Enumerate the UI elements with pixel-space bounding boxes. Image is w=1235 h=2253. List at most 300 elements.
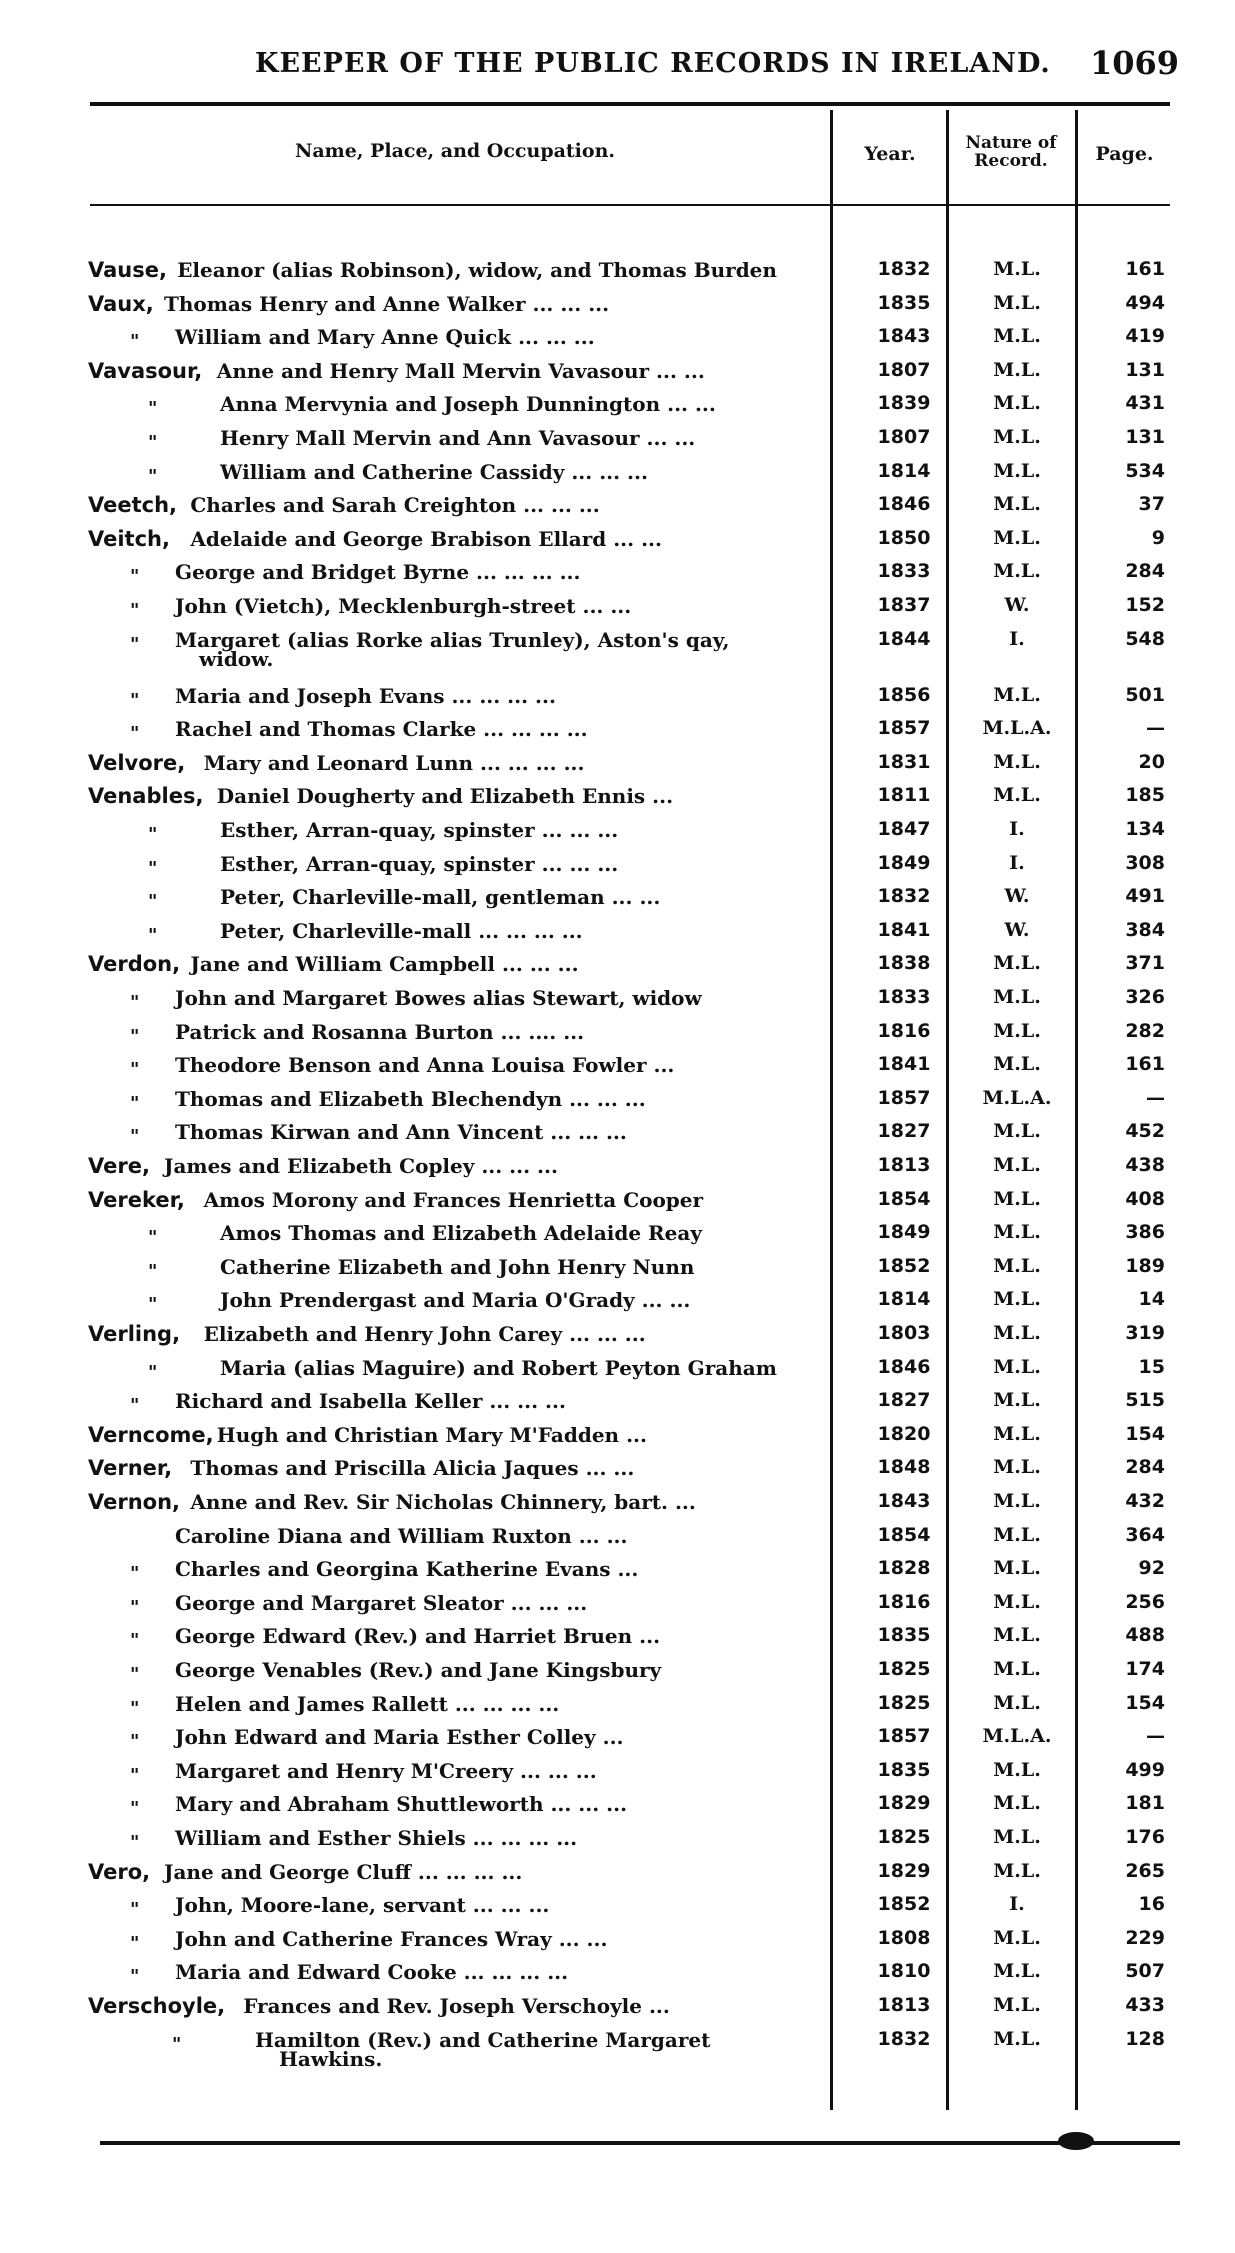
year-cell: 1854 xyxy=(877,1187,931,1210)
table-row xyxy=(0,1759,1235,1792)
nature-cell: M.L. xyxy=(993,291,1041,314)
column-header-rule xyxy=(90,204,1170,206)
ditto-mark: " xyxy=(148,432,158,453)
page-cell: 371 xyxy=(1125,952,1165,975)
entry-name: Hamilton (Rev.) and Catherine Margaret xyxy=(255,2027,711,2052)
nature-cell: M.L. xyxy=(993,1254,1041,1277)
entry-name: Amos Thomas and Elizabeth Adelaide Reay xyxy=(220,1221,702,1246)
nature-cell: W. xyxy=(1004,885,1030,908)
year-cell: 1848 xyxy=(877,1456,931,1479)
page-cell: 161 xyxy=(1125,258,1165,280)
ditto-mark: " xyxy=(130,1899,140,1921)
year-cell: 1857 xyxy=(877,717,931,740)
rule-ornament xyxy=(1058,2132,1094,2150)
table-row xyxy=(0,560,1235,593)
table-row xyxy=(0,751,1235,784)
nature-cell: I. xyxy=(1009,1893,1025,1916)
page-cell: 229 xyxy=(1125,1926,1165,1949)
surname: Verner, xyxy=(88,1456,173,1481)
nature-cell: M.L. xyxy=(993,426,1041,448)
header-rule xyxy=(90,102,1170,106)
page-cell: 134 xyxy=(1125,818,1165,840)
surname: Veetch, xyxy=(88,493,178,518)
nature-cell: M.L. xyxy=(993,1154,1041,1176)
year-cell: 1829 xyxy=(877,1792,931,1815)
year-cell: 1833 xyxy=(877,986,931,1008)
nature-cell: M.L. xyxy=(993,952,1041,975)
entry-name: Mary and Leonard Lunn ... ... ... ... xyxy=(203,750,585,775)
nature-cell: M.L. xyxy=(993,1456,1041,1479)
year-cell: 1856 xyxy=(877,683,931,706)
ditto-mark: " xyxy=(130,1025,140,1047)
table-row xyxy=(0,784,1235,817)
nature-cell: I. xyxy=(1009,851,1025,874)
entry-name: Thomas Henry and Anne Walker ... ... ... xyxy=(164,291,610,316)
table-row xyxy=(0,392,1235,425)
ditto-mark: " xyxy=(148,857,158,879)
nature-cell: M.L. xyxy=(993,459,1041,482)
table-row xyxy=(0,1893,1235,1926)
table-row xyxy=(0,426,1235,459)
year-cell: 1849 xyxy=(877,1221,931,1244)
year-cell: 1831 xyxy=(877,750,931,773)
nature-cell: M.L. xyxy=(993,1523,1041,1546)
page-cell: 499 xyxy=(1125,1758,1165,1781)
nature-cell: M.L. xyxy=(993,1691,1041,1714)
ditto-mark: " xyxy=(148,398,158,420)
nature-cell: I. xyxy=(1009,627,1025,650)
nature-cell: M.L. xyxy=(993,1221,1041,1244)
table-row xyxy=(0,1087,1235,1120)
column-header-page: Page. xyxy=(1095,143,1154,165)
table-row xyxy=(0,594,1235,627)
table-row xyxy=(0,1288,1235,1321)
year-cell: 1825 xyxy=(877,1691,931,1714)
year-cell: 1814 xyxy=(877,459,931,482)
ditto-mark: " xyxy=(130,600,140,621)
entry-name: Frances and Rev. Joseph Verschoyle ... xyxy=(243,1994,670,2018)
table-row xyxy=(0,684,1235,717)
year-cell: 1810 xyxy=(877,1960,931,1983)
surname: Verncome, xyxy=(88,1422,214,1447)
table-row xyxy=(0,1490,1235,1523)
page-cell: 431 xyxy=(1125,392,1165,415)
surname: Venables, xyxy=(88,784,204,809)
page-cell: 432 xyxy=(1125,1490,1165,1512)
ditto-mark: " xyxy=(130,1798,140,1820)
page-cell: 386 xyxy=(1125,1221,1165,1244)
column-header-nature-line1: Nature of xyxy=(965,133,1057,153)
year-cell: 1852 xyxy=(877,1893,931,1916)
surname: Vero, xyxy=(88,1859,151,1884)
nature-cell: M.L. xyxy=(993,2027,1041,2050)
ditto-mark: " xyxy=(148,891,158,913)
surname: Veitch, xyxy=(88,526,170,551)
entry-name: John (Vietch), Mecklenburgh-street ... ... xyxy=(175,594,632,618)
year-cell: 1846 xyxy=(877,1355,931,1378)
ditto-mark: " xyxy=(130,1664,140,1685)
ditto-mark: " xyxy=(148,1260,158,1282)
ditto-mark: " xyxy=(130,1697,140,1719)
table-row xyxy=(0,1456,1235,1489)
footer-rule xyxy=(100,2141,1180,2145)
page-cell: 189 xyxy=(1125,1254,1165,1277)
nature-cell: M.L. xyxy=(993,986,1041,1008)
nature-cell: M.L. xyxy=(993,493,1041,516)
page-cell: 548 xyxy=(1125,627,1165,650)
column-header-name: Name, Place, and Occupation. xyxy=(294,140,616,162)
ditto-mark: " xyxy=(130,1563,140,1585)
table-row xyxy=(0,1255,1235,1288)
table-row xyxy=(0,1792,1235,1825)
table-row xyxy=(0,460,1235,493)
nature-cell: M.L. xyxy=(993,1926,1041,1949)
table-row xyxy=(0,1154,1235,1187)
entry-name: Anne and Rev. Sir Nicholas Chinnery, bart. ... xyxy=(190,1490,696,1514)
table-row xyxy=(0,717,1235,750)
entry-name-continuation: Hawkins. xyxy=(279,2046,383,2071)
year-cell: 1849 xyxy=(877,851,931,874)
year-cell: 1846 xyxy=(877,493,931,516)
nature-cell: M.L. xyxy=(993,1557,1041,1580)
surname: Vernon, xyxy=(88,1490,181,1514)
table-row xyxy=(0,1423,1235,1456)
column-header-year: Year. xyxy=(864,143,916,165)
table-row xyxy=(0,1658,1235,1691)
page-cell: 284 xyxy=(1125,560,1165,583)
nature-cell: M.L. xyxy=(993,1859,1041,1882)
entry-name: Thomas and Priscilla Alicia Jaques ... ... xyxy=(190,1456,635,1481)
page-cell: 154 xyxy=(1125,1422,1165,1445)
page-cell: 154 xyxy=(1125,1691,1165,1714)
nature-cell: M.L. xyxy=(993,1322,1041,1344)
year-cell: 1814 xyxy=(877,1288,931,1311)
entry-name: Theodore Benson and Anna Louisa Fowler ... xyxy=(175,1053,675,1078)
year-cell: 1841 xyxy=(877,1053,931,1076)
page-cell: — xyxy=(1146,1086,1165,1109)
table-row xyxy=(0,627,1235,671)
page-cell: 15 xyxy=(1138,1355,1165,1378)
page-cell: 308 xyxy=(1125,851,1165,874)
nature-cell: M.L. xyxy=(993,1389,1041,1412)
entry-name: John, Moore-lane, servant ... ... ... xyxy=(175,1893,550,1918)
entry-name: John and Catherine Frances Wray ... ... xyxy=(175,1926,608,1951)
entry-name: Jane and William Campbell ... ... ... xyxy=(190,952,579,977)
surname: Vereker, xyxy=(88,1187,185,1212)
year-cell: 1813 xyxy=(877,1994,931,2016)
table-row xyxy=(0,885,1235,918)
nature-cell: M.L. xyxy=(993,784,1041,807)
ditto-mark: " xyxy=(172,2033,182,2055)
entry-name: Daniel Dougherty and Elizabeth Ennis ... xyxy=(216,784,674,809)
surname: Vaux, xyxy=(88,291,154,316)
entry-name: George Edward (Rev.) and Harriet Bruen ... xyxy=(175,1624,661,1649)
table-row xyxy=(0,1591,1235,1624)
table-row xyxy=(0,1557,1235,1590)
entry-name: Charles and Georgina Katherine Evans ... xyxy=(175,1557,639,1582)
table-row xyxy=(0,1221,1235,1254)
page-cell: 16 xyxy=(1138,1893,1165,1916)
entry-name: Charles and Sarah Creighton ... ... ... xyxy=(190,493,600,518)
ditto-mark: " xyxy=(130,1596,140,1618)
year-cell: 1850 xyxy=(877,526,931,549)
entry-name: Jane and George Cluff ... ... ... ... xyxy=(164,1859,523,1884)
column-header-nature-line2: Record. xyxy=(974,151,1048,171)
table-row xyxy=(0,1053,1235,1086)
page-cell: 384 xyxy=(1125,918,1165,941)
ditto-mark: " xyxy=(130,689,140,711)
nature-cell: M.L. xyxy=(993,560,1041,583)
page-cell: 174 xyxy=(1125,1658,1165,1680)
year-cell: 1816 xyxy=(877,1019,931,1042)
entry-name: Adelaide and George Brabison Ellard ... ... xyxy=(190,526,662,551)
entry-name: Maria and Joseph Evans ... ... ... ... xyxy=(175,683,556,708)
table-row xyxy=(0,1994,1235,2027)
page-cell: 319 xyxy=(1125,1322,1165,1344)
entry-name: Catherine Elizabeth and John Henry Nunn xyxy=(220,1254,695,1279)
entry-name: James and Elizabeth Copley ... ... ... xyxy=(164,1154,558,1178)
ditto-mark: " xyxy=(148,824,158,845)
entry-name: Margaret and Henry M'Creery ... ... ... xyxy=(175,1758,597,1783)
page-cell: 507 xyxy=(1125,1960,1165,1983)
surname: Vause, xyxy=(88,258,167,282)
table-row xyxy=(0,1960,1235,1993)
year-cell: 1813 xyxy=(877,1154,931,1176)
page-cell: 515 xyxy=(1125,1389,1165,1412)
ditto-mark: " xyxy=(130,1731,140,1753)
nature-cell: M.L. xyxy=(993,1960,1041,1983)
page-cell: 491 xyxy=(1125,885,1165,908)
year-cell: 1837 xyxy=(877,594,931,616)
table-row xyxy=(0,919,1235,952)
year-cell: 1829 xyxy=(877,1859,931,1882)
nature-cell: M.L. xyxy=(993,1490,1041,1512)
surname: Velvore, xyxy=(88,750,186,775)
year-cell: 1807 xyxy=(877,426,931,448)
nature-cell: M.L. xyxy=(993,1288,1041,1311)
entry-name: George Venables (Rev.) and Jane Kingsbury xyxy=(175,1658,662,1682)
entry-name: Rachel and Thomas Clarke ... ... ... ... xyxy=(175,717,588,742)
nature-cell: M.L.A. xyxy=(982,1086,1052,1109)
page-cell: 408 xyxy=(1125,1187,1165,1210)
table-row xyxy=(0,818,1235,851)
entry-name: Maria (alias Maguire) and Robert Peyton Graham xyxy=(220,1355,777,1380)
page-cell: 284 xyxy=(1125,1456,1165,1479)
table-row xyxy=(0,1860,1235,1893)
entry-name: William and Esther Shiels ... ... ... ... xyxy=(175,1826,578,1850)
table-row xyxy=(0,2027,1235,2071)
table-row xyxy=(0,986,1235,1019)
page-title: KEEPER OF THE PUBLIC RECORDS IN IRELAND. xyxy=(255,48,1051,79)
ditto-mark: " xyxy=(130,992,140,1013)
entry-name: George and Margaret Sleator ... ... ... xyxy=(175,1590,588,1615)
page-cell: 364 xyxy=(1125,1523,1165,1546)
entry-name: Anne and Henry Mall Mervin Vavasour ... ... xyxy=(216,358,705,383)
page-cell: — xyxy=(1146,717,1165,740)
page-cell: 161 xyxy=(1125,1053,1165,1076)
entry-name: Amos Morony and Frances Henrietta Cooper xyxy=(203,1187,704,1212)
year-cell: 1827 xyxy=(877,1389,931,1412)
table-row xyxy=(0,1322,1235,1355)
table-row xyxy=(0,493,1235,526)
page-cell: 438 xyxy=(1125,1154,1165,1176)
nature-cell: M.L.A. xyxy=(982,1725,1052,1748)
entry-name: Maria and Edward Cooke ... ... ... ... xyxy=(175,1960,569,1985)
ditto-mark: " xyxy=(130,1764,140,1786)
ditto-mark: " xyxy=(130,723,140,745)
year-cell: 1808 xyxy=(877,1926,931,1949)
page-cell: 452 xyxy=(1125,1120,1165,1143)
nature-cell: M.L. xyxy=(993,1120,1041,1143)
entry-name: Henry Mall Mervin and Ann Vavasour ... ... xyxy=(220,426,696,450)
page-cell: 494 xyxy=(1125,291,1165,314)
table-row xyxy=(0,1692,1235,1725)
nature-cell: M.L. xyxy=(993,258,1041,280)
table-row xyxy=(0,1356,1235,1389)
page-cell: 128 xyxy=(1125,2027,1165,2050)
table-row xyxy=(0,952,1235,985)
nature-cell: M.L. xyxy=(993,750,1041,773)
year-cell: 1844 xyxy=(877,627,931,650)
entry-name: Hugh and Christian Mary M'Fadden ... xyxy=(216,1422,647,1447)
year-cell: 1807 xyxy=(877,358,931,381)
entry-name: Eleanor (alias Robinson), widow, and Thomas Burden xyxy=(177,258,777,282)
entry-name: William and Mary Anne Quick ... ... ... xyxy=(175,325,595,350)
page-cell: 131 xyxy=(1125,358,1165,381)
entry-name: Elizabeth and Henry John Carey ... ... ... xyxy=(203,1322,646,1346)
table-row xyxy=(0,1188,1235,1221)
ditto-mark: " xyxy=(148,465,158,487)
entry-name: Peter, Charleville-mall, gentleman ... ... xyxy=(220,885,661,910)
entry-name: John and Margaret Bowes alias Stewart, widow xyxy=(175,986,702,1010)
ditto-mark: " xyxy=(130,331,140,353)
nature-cell: M.L. xyxy=(993,1019,1041,1042)
page-cell: 501 xyxy=(1125,683,1165,706)
entry-name: Patrick and Rosanna Burton ... .... ... xyxy=(175,1019,585,1044)
page-cell: 185 xyxy=(1125,784,1165,807)
year-cell: 1835 xyxy=(877,291,931,314)
surname: Verschoyle, xyxy=(88,1994,226,2018)
table-row xyxy=(0,359,1235,392)
table-row xyxy=(0,527,1235,560)
page-cell: 92 xyxy=(1138,1557,1165,1580)
page-cell: 176 xyxy=(1125,1826,1165,1848)
page-cell: 326 xyxy=(1125,986,1165,1008)
nature-cell: M.L. xyxy=(993,1826,1041,1848)
entry-name: Richard and Isabella Keller ... ... ... xyxy=(175,1389,566,1414)
year-cell: 1828 xyxy=(877,1557,931,1580)
entry-name: Thomas Kirwan and Ann Vincent ... ... ... xyxy=(175,1120,627,1145)
year-cell: 1825 xyxy=(877,1658,931,1680)
nature-cell: M.L. xyxy=(993,358,1041,381)
nature-cell: M.L. xyxy=(993,1792,1041,1815)
nature-cell: M.L. xyxy=(993,1355,1041,1378)
ditto-mark: " xyxy=(130,1126,140,1148)
ditto-mark: " xyxy=(130,1059,140,1081)
year-cell: 1825 xyxy=(877,1826,931,1848)
ditto-mark: " xyxy=(148,924,158,946)
table-row xyxy=(0,852,1235,885)
year-cell: 1857 xyxy=(877,1086,931,1109)
surname: Verling, xyxy=(88,1322,181,1346)
nature-cell: W. xyxy=(1004,918,1030,941)
ditto-mark: " xyxy=(130,1092,140,1114)
ditto-mark: " xyxy=(130,1832,140,1853)
year-cell: 1852 xyxy=(877,1254,931,1277)
year-cell: 1827 xyxy=(877,1120,931,1143)
entry-name: Margaret (alias Rorke alias Trunley), Aston's qay, xyxy=(175,627,730,652)
table-row xyxy=(0,1120,1235,1153)
page-cell: 152 xyxy=(1125,594,1165,616)
year-cell: 1832 xyxy=(877,258,931,280)
table-row xyxy=(0,258,1235,291)
nature-cell: M.L. xyxy=(993,1658,1041,1680)
entry-name: William and Catherine Cassidy ... ... ... xyxy=(220,459,648,484)
page-cell: 488 xyxy=(1125,1624,1165,1647)
surname: Verdon, xyxy=(88,952,181,977)
ditto-mark: " xyxy=(148,1294,158,1316)
page-cell: 265 xyxy=(1125,1859,1165,1882)
table-row xyxy=(0,1389,1235,1422)
table-row xyxy=(0,1524,1235,1557)
nature-cell: M.L. xyxy=(993,1422,1041,1445)
year-cell: 1816 xyxy=(877,1590,931,1613)
nature-cell: M.L. xyxy=(993,1758,1041,1781)
ditto-mark: " xyxy=(130,566,140,588)
column-header-nature xyxy=(952,134,1070,170)
nature-cell: M.L. xyxy=(993,1994,1041,2016)
year-cell: 1839 xyxy=(877,392,931,415)
page-number: 1069 xyxy=(1090,44,1180,82)
ditto-mark: " xyxy=(148,1227,158,1249)
entry-name: Helen and James Rallett ... ... ... ... xyxy=(175,1691,560,1716)
table-row xyxy=(0,1725,1235,1758)
ditto-mark: " xyxy=(130,1395,140,1417)
nature-cell: M.L. xyxy=(993,325,1041,348)
surname: Vavasour, xyxy=(88,358,203,383)
nature-cell: M.L. xyxy=(993,1187,1041,1210)
year-cell: 1811 xyxy=(877,784,931,807)
year-cell: 1835 xyxy=(877,1758,931,1781)
page-cell: 37 xyxy=(1138,493,1165,516)
entry-name: Mary and Abraham Shuttleworth ... ... ... xyxy=(175,1792,628,1817)
page-cell: 14 xyxy=(1138,1288,1165,1311)
page-cell: 256 xyxy=(1125,1590,1165,1613)
page-cell: 534 xyxy=(1125,459,1165,482)
ditto-mark: " xyxy=(130,633,140,655)
table-row xyxy=(0,1020,1235,1053)
ditto-mark: " xyxy=(130,1966,140,1988)
page-cell: 20 xyxy=(1138,750,1165,773)
nature-cell: M.L. xyxy=(993,1590,1041,1613)
year-cell: 1833 xyxy=(877,560,931,583)
entry-name-continuation: widow. xyxy=(199,646,274,671)
page-cell: 131 xyxy=(1125,426,1165,448)
year-cell: 1838 xyxy=(877,952,931,975)
ditto-mark: " xyxy=(148,1361,158,1383)
year-cell: 1835 xyxy=(877,1624,931,1647)
nature-cell: M.L. xyxy=(993,1053,1041,1076)
page-cell: 282 xyxy=(1125,1019,1165,1042)
year-cell: 1843 xyxy=(877,1490,931,1512)
year-cell: 1847 xyxy=(877,818,931,840)
nature-cell: I. xyxy=(1009,818,1025,840)
entry-name: Esther, Arran-quay, spinster ... ... ... xyxy=(220,818,619,842)
table-row xyxy=(0,1826,1235,1859)
year-cell: 1843 xyxy=(877,325,931,348)
entry-name: Peter, Charleville-mall ... ... ... ... xyxy=(220,918,583,943)
nature-cell: M.L. xyxy=(993,1624,1041,1647)
